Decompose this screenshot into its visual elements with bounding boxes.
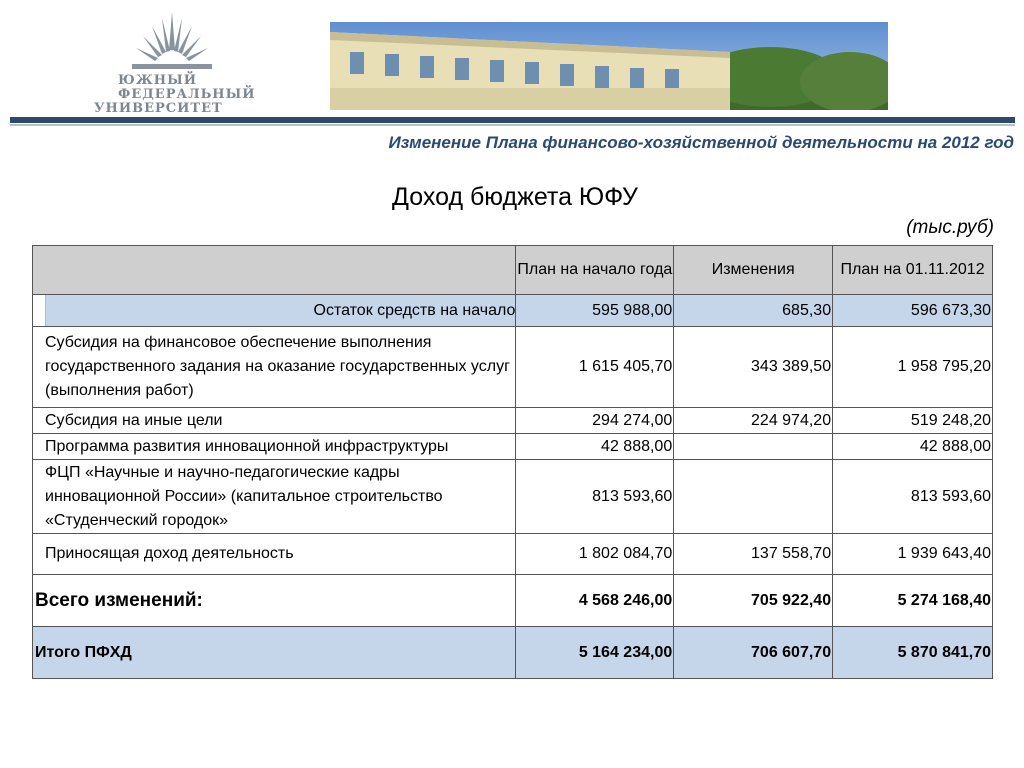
cell-plan: 1 615 405,70 — [516, 327, 674, 408]
cell-new: 1 958 795,20 — [833, 327, 993, 408]
slide-title: Доход бюджета ЮФУ — [392, 183, 638, 211]
total-change: 705 922,40 — [674, 575, 833, 627]
row-label: ФЦП «Научные и научно-педагогические кадры инновационной России» (капитальное строительство «Студенческий городок» — [33, 460, 516, 534]
table-row — [33, 534, 993, 575]
row-label: Остаток средств на начало — [46, 295, 515, 326]
header-divider-light — [10, 124, 1015, 126]
header-divider — [10, 117, 1015, 123]
row-label: Субсидия на иные цели — [33, 408, 516, 434]
total-plan: 4 568 246,00 — [516, 575, 674, 627]
grand-new: 5 870 841,70 — [833, 627, 993, 679]
cell-plan: 595 988,00 — [516, 295, 674, 327]
row-label: Приносящая доход деятельность — [33, 534, 516, 575]
cell-change: 685,30 — [674, 295, 833, 327]
cell-new: 1 939 643,40 — [833, 534, 993, 575]
slide-subtitle: Изменение Плана финансово-хозяйственной деятельности на 2012 год — [388, 133, 1014, 152]
grand-label: Итого ПФХД — [33, 627, 516, 679]
table-header-row — [33, 246, 993, 295]
total-row — [33, 575, 993, 627]
table-row — [33, 434, 993, 460]
table-row — [33, 408, 993, 434]
logo-line-2: ФЕДЕРАЛЬНЫЙ — [118, 87, 256, 102]
total-label: Всего изменений: — [33, 575, 516, 627]
row-label: Программа развития инновационной инфраструктуры — [33, 434, 516, 460]
header-plan-start: План на начало года — [516, 246, 674, 295]
cell-change — [674, 460, 833, 534]
cell-change: 224 974,20 — [674, 408, 833, 434]
budget-table — [32, 245, 993, 679]
header-plan-new: План на 01.11.2012 — [833, 246, 993, 295]
header-changes: Изменения — [674, 246, 833, 295]
grand-change: 706 607,70 — [674, 627, 833, 679]
header-empty-cell — [33, 246, 516, 295]
cell-change: 137 558,70 — [674, 534, 833, 575]
logo-line-1: ЮЖНЫЙ — [118, 73, 197, 88]
logo-line-3: УНИВЕРСИТЕТ — [94, 101, 223, 116]
fan-emblem-icon — [122, 10, 222, 74]
table-row — [33, 295, 993, 327]
cell-plan: 294 274,00 — [516, 408, 674, 434]
cell-new: 596 673,30 — [833, 295, 993, 327]
cell-new: 519 248,20 — [833, 408, 993, 434]
table-row — [33, 327, 993, 408]
row-label: Субсидия на финансовое обеспечение выполнения государственного задания на оказание государственных услуг (выполнения работ) — [33, 327, 516, 408]
grand-total-row — [33, 627, 993, 679]
cell-new: 813 593,60 — [833, 460, 993, 534]
table-row — [33, 460, 993, 534]
cell-plan: 42 888,00 — [516, 434, 674, 460]
building-photo — [330, 22, 888, 110]
total-new: 5 274 168,40 — [833, 575, 993, 627]
cell-change — [674, 434, 833, 460]
cell-plan: 813 593,60 — [516, 460, 674, 534]
units-label: (тыс.руб) — [906, 217, 994, 238]
cell-change: 343 389,50 — [674, 327, 833, 408]
cell-plan: 1 802 084,70 — [516, 534, 674, 575]
cell-new: 42 888,00 — [833, 434, 993, 460]
grand-plan: 5 164 234,00 — [516, 627, 674, 679]
university-logo — [92, 10, 257, 120]
